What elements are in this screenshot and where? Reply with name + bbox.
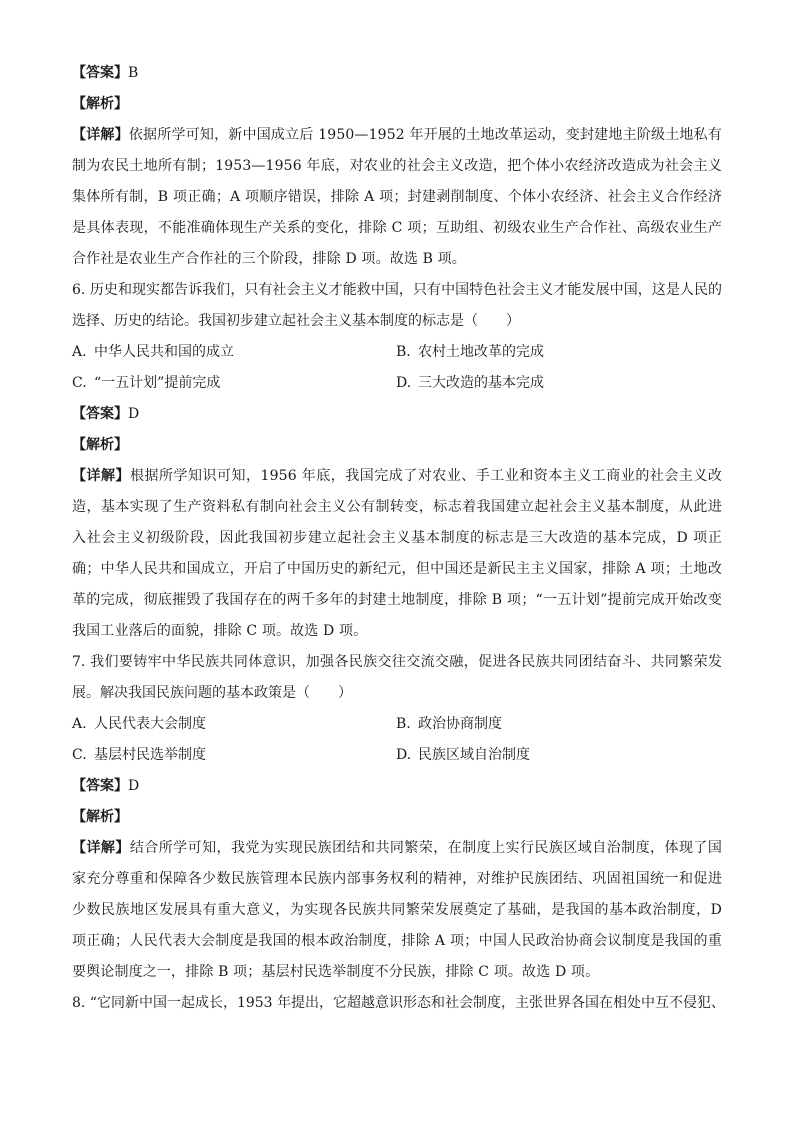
option-b: B. 农村土地改革的完成 — [396, 344, 544, 360]
detail-paragraph — [72, 120, 722, 275]
question-7-stem: 7. 我们要铸牢中华民族共同体意识，加强各民族交往交流交融，促进各民族共同团结奋斗、共同繁荣发展。解决我国民族问题的基本政策是（ ） — [72, 654, 722, 701]
question-6-analysis — [72, 430, 722, 461]
question-7-options — [72, 709, 722, 771]
question-6-options — [72, 337, 722, 399]
answer-tag: 【答案】 — [72, 778, 128, 794]
analysis-tag: 【解析】 — [72, 809, 128, 825]
analysis-line — [72, 89, 722, 120]
document-page — [72, 58, 726, 1019]
option-c: C. “一五计划”提前完成 — [72, 375, 221, 391]
option-d: D. 三大改造的基本完成 — [396, 375, 544, 391]
option-a: A. 中华人民共和国的成立 — [72, 344, 234, 360]
detail-text: 依据所学可知，新中国成立后 1950—1952 年开展的土地改革运动，变封建地主阶级土地私有制为农民土地所有制；1953—1956 年底，对农业的社会主义改造，把个体小农经济改造成为社会主义集体所有制，B 项正确；A 项顺序错误，排除 A 项；封建剥削制度、个体小农经济、社会主义合作经济是具体表现，不能准确体现生产关系的变化，排除 C 项；互助组、初级农业生产合作社、高级农业生产合作社是农业生产合作社的三个阶段，排除 D 项。故选 B 项。 — [72, 127, 722, 267]
answer-value: D — [128, 778, 140, 794]
detail-tag: 【详解】 — [72, 840, 130, 856]
question-8-stem: 8. “它同新中国一起成长，1953 年提出，它超越意识形态和社会制度，主张世界各国在相处中互不侵犯、 — [72, 995, 726, 1011]
answer-tag: 【答案】 — [72, 65, 128, 81]
question-7-detail — [72, 833, 722, 988]
option-b: B. 政治协商制度 — [396, 716, 502, 732]
detail-tag: 【详解】 — [72, 127, 129, 143]
analysis-tag: 【解析】 — [72, 437, 128, 453]
question-6-stem: 6. 历史和现实都告诉我们，只有社会主义才能救中国，只有中国特色社会主义才能发展中国，这是人民的选择、历史的结论。我国初步建立起社会主义基本制度的标志是（ ） — [72, 282, 722, 329]
option-d: D. 民族区域自治制度 — [396, 747, 530, 763]
question-6-answer — [72, 399, 722, 430]
question-7-answer — [72, 771, 722, 802]
answer-tag: 【答案】 — [72, 406, 128, 422]
detail-text: 结合所学可知，我党为实现民族团结和共同繁荣，在制度上实行民族区域自治制度，体现了国家充分尊重和保障各少数民族管理本民族内部事务权利的精神，对维护民族团结、巩固祖国统一和促进少数民族地区发展具有重大意义，为实现各民族共同繁荣发展奠定了基础，是我国的基本政治制度，D 项正确；人民代表大会制度是我国的根本政治制度，排除 A 项；中国人民政治协商会议制度是我国的重要舆论制度之一，排除 B 项；基层村民选举制度不分民族，排除 C 项。故选 D 项。 — [72, 840, 722, 980]
answer-line — [72, 58, 722, 89]
analysis-tag: 【解析】 — [72, 96, 128, 112]
question-7-analysis — [72, 802, 722, 833]
detail-text: 根据所学知识可知，1956 年底，我国完成了对农业、手工业和资本主义工商业的社会主义改造，基本实现了生产资料私有制向社会主义公有制转变，标志着我国建立起社会主义基本制度，从此进入社会主义初级阶段，因此我国初步建立起社会主义基本制度的标志是三大改造的基本完成，D 项正确；中华人民共和国成立，开启了中国历史的新纪元，但中国还是新民主主义国家，排除 A 项；土地改革的完成，彻底摧毁了我国存在的两千多年的封建土地制度，排除 B 项；“一五计划”提前完成开始改变我国工业落后的面貌，排除 C 项。故选 D 项。 — [72, 468, 722, 639]
option-a: A. 人民代表大会制度 — [72, 716, 206, 732]
answer-value: B — [128, 65, 139, 81]
answer-value: D — [128, 406, 140, 422]
question-6-detail — [72, 461, 722, 647]
option-c: C. 基层村民选举制度 — [72, 747, 206, 763]
detail-tag: 【详解】 — [72, 468, 131, 484]
